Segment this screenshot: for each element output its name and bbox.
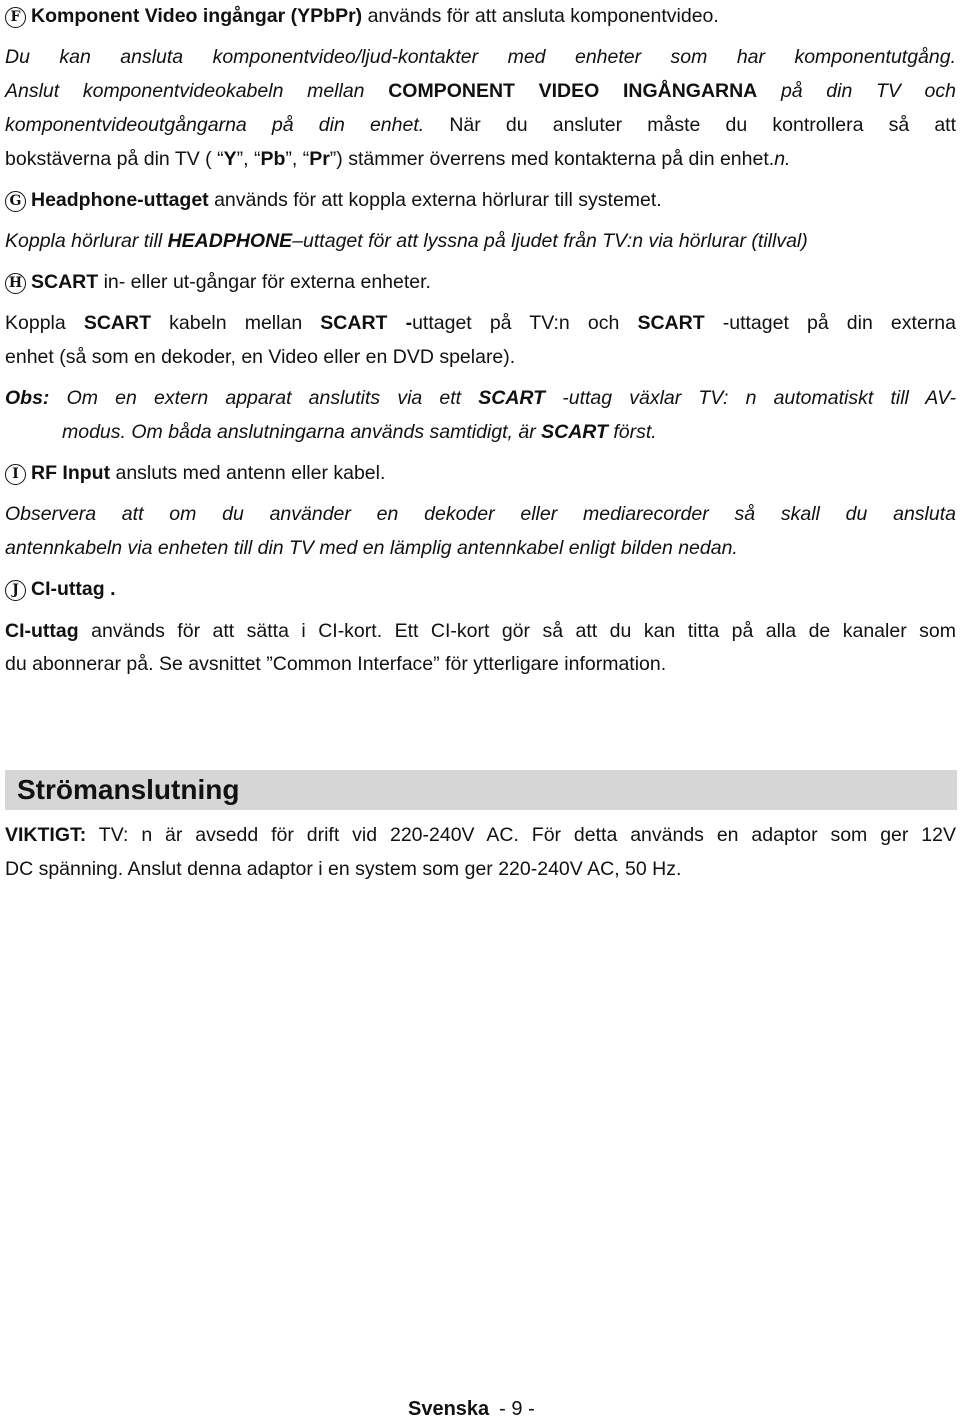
section-g-title: Headphone-uttaget [31,189,209,211]
section-g-title-rest: används för att koppla externa hörlurar till systemet. [208,189,662,211]
section-h-title: SCART [31,271,99,293]
section-j-line1: CI-uttag används för att sätta i CI-kort. Ett CI-kort gör så att du kan titta på alla de kanaler som [5,620,956,642]
power-heading-band [5,770,957,810]
section-f-title: Komponent Video ingångar (YPbPr) [31,5,363,27]
section-h-title-rest: in- eller ut-gångar för externa enheter. [98,271,431,293]
obs-label: Obs: [5,387,50,409]
section-f-heading [5,4,956,28]
marker-i-icon: I [5,464,26,485]
section-h-line2: enhet (så som en dekoder, en Video eller en DVD spelare). [5,346,516,368]
section-h-obs-line2: modus. Om båda anslutningarna används samtidigt, är SCART först. [62,421,657,443]
section-j-line2: du abonnerar på. Se avsnittet ”Common Interface” för ytterligare information. [5,653,667,675]
marker-h-icon: H [5,273,26,294]
page-number: - 9 - [499,1398,535,1420]
power-line1: VIKTIGT: TV: n är avsedd för drift vid 220-240V AC. För detta används en adaptor som ger 12V [5,824,956,846]
power-heading: Strömanslutning [17,774,240,805]
power-line2: DC spänning. Anslut denna adaptor i en system som ger 220-240V AC, 50 Hz. [5,858,682,880]
section-h-obs-line1: Obs: Om en extern apparat anslutits via ett SCART -uttag växlar TV: n automatiskt till AV- [5,387,956,409]
section-h-heading [5,270,956,294]
section-g-heading [5,188,956,212]
section-f-line3: komponentvideoutgångarna på din enhet. När du ansluter måste du kontrollera så att [5,114,957,136]
marker-f-icon: F [5,7,26,28]
section-h-line1: Koppla SCART kabeln mellan SCART -uttaget på TV:n och SCART -uttaget på din externa [5,312,956,334]
section-f-line2: Anslut komponentvideokabeln mellan COMPONENT VIDEO INGÅNGARNA på din TV och [5,80,956,102]
section-i-title-rest: ansluts med antenn eller kabel. [110,462,386,484]
section-f-line4: bokstäverna på din TV ( “Y”, “Pb”, “Pr”) stämmer överrens med kontakterna på din enhet.n. [5,148,791,170]
marker-g-icon: G [5,191,26,212]
section-i-line2: antennkabeln via enheten till din TV med en lämplig antennkabel enligt bilden nedan. [5,537,738,559]
section-j-title: CI-uttag . [31,578,116,600]
section-i-title: RF Input [31,462,111,484]
section-g-line1: Koppla hörlurar till HEADPHONE–uttaget för att lyssna på ljudet från TV:n via hörlurar (tillval) [5,230,808,252]
marker-j-icon: J [5,580,26,601]
section-f-title-rest: används för att ansluta komponentvideo. [362,5,719,27]
page-footer [408,1398,535,1421]
section-f-line1: Du kan ansluta komponentvideo/ljud-kontakter med enheter som har komponentutgång. [5,46,956,68]
footer-language: Svenska [408,1398,490,1420]
important-label: VIKTIGT: [5,824,87,846]
section-j-heading [5,577,956,601]
section-i-heading [5,461,956,485]
section-i-line1: Observera att om du använder en dekoder eller mediarecorder så skall du ansluta [5,503,956,525]
